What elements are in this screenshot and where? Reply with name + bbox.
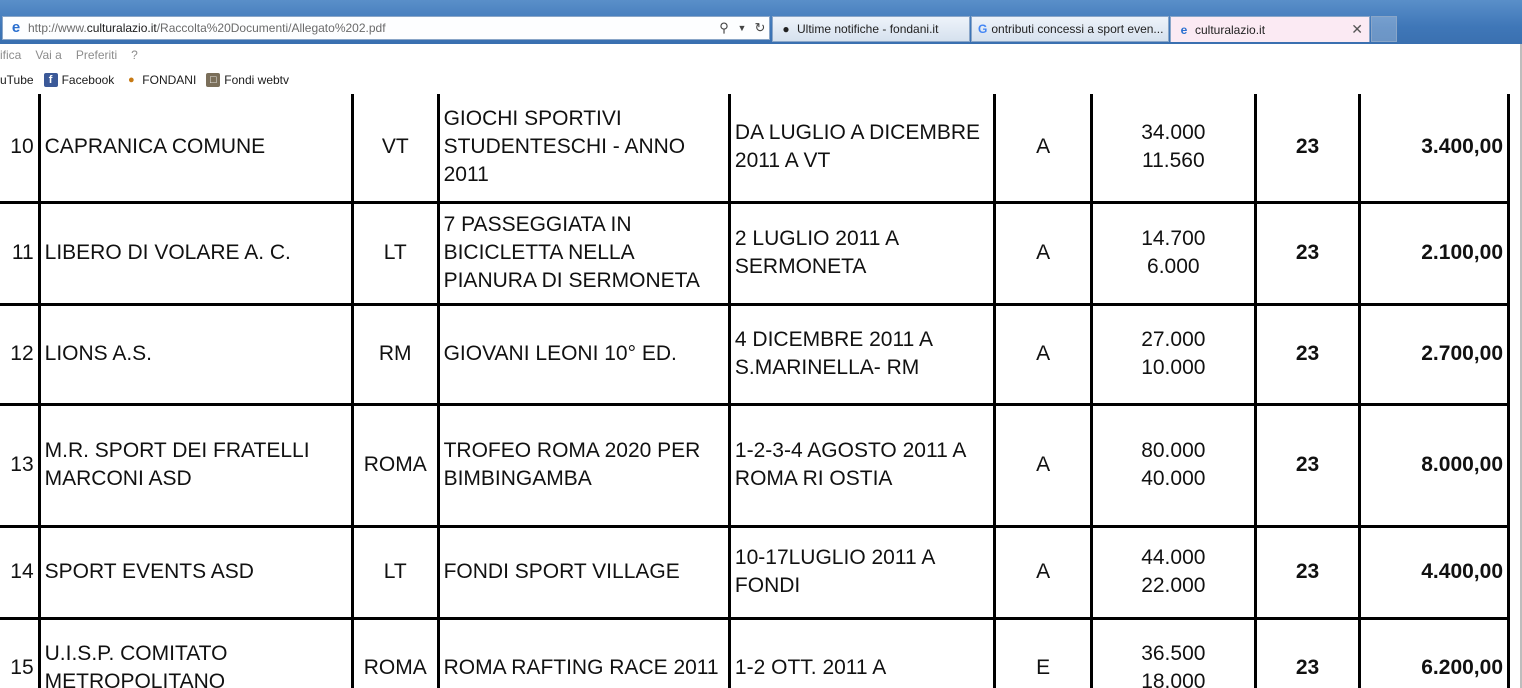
row-number: 10 [0, 94, 39, 202]
type-cell: A [995, 304, 1091, 404]
score-cell: 23 [1255, 618, 1359, 688]
tab-fondani[interactable]: ● Ultime notifiche - fondani.it [772, 16, 970, 42]
cost-total: 36.500 [1141, 642, 1206, 665]
amount-cell: 6.200,00 [1360, 618, 1509, 688]
fondani-icon: ● [782, 22, 790, 36]
beneficiary-cell: SPORT EVENTS ASD [39, 526, 352, 618]
cost-total: 14.700 [1141, 227, 1206, 250]
province-cell: LT [352, 526, 438, 618]
province-cell: LT [352, 202, 438, 304]
amount-cell: 4.400,00 [1360, 526, 1509, 618]
row-number: 11 [0, 202, 39, 304]
menu-item-edit[interactable]: ifica [0, 48, 22, 62]
address-bar[interactable] [2, 16, 770, 40]
costs-cell [1091, 618, 1255, 688]
period-cell: DA LUGLIO A DICEMBRE 2011 A VT [729, 94, 995, 202]
costs-cell [1091, 94, 1255, 202]
type-cell: E [995, 618, 1091, 688]
table-row [0, 94, 1509, 202]
type-cell: A [995, 202, 1091, 304]
cost-total: 27.000 [1141, 328, 1206, 351]
ie-icon: e [11, 19, 21, 36]
browser-tabstrip [0, 0, 1522, 44]
fondani-icon: ● [127, 74, 135, 86]
event-cell: 7 PASSEGGIATA IN BICICLETTA NELLA PIANURA DI SERMONETA [438, 202, 729, 304]
beneficiary-cell: U.I.S.P. COMITATO METROPOLITANO [39, 618, 352, 688]
google-icon: G [978, 22, 988, 36]
province-cell: VT [352, 94, 438, 202]
type-cell: A [995, 526, 1091, 618]
beneficiary-cell: LIONS A.S. [39, 304, 352, 404]
amount-cell: 8.000,00 [1360, 404, 1509, 526]
favorite-youtube[interactable]: uTube [0, 73, 34, 87]
score-cell: 23 [1255, 202, 1359, 304]
costs-cell [1091, 404, 1255, 526]
search-icon[interactable]: ⚲ [719, 20, 729, 35]
event-cell: FONDI SPORT VILLAGE [438, 526, 729, 618]
score-cell: 23 [1255, 304, 1359, 404]
cost-admitted: 11.560 [1141, 149, 1205, 173]
event-cell: GIOVANI LEONI 10° ED. [438, 304, 729, 404]
costs-cell [1091, 304, 1255, 404]
row-number: 15 [0, 618, 39, 688]
ie-icon: e [1180, 22, 1188, 37]
type-cell: A [995, 404, 1091, 526]
beneficiary-cell: M.R. SPORT DEI FRATELLI MARCONI ASD [39, 404, 352, 526]
province-cell: ROMA [352, 618, 438, 688]
type-cell: A [995, 94, 1091, 202]
amount-cell: 2.100,00 [1360, 202, 1509, 304]
table-row [0, 202, 1509, 304]
cost-admitted: 18.000 [1141, 670, 1206, 688]
tab-google[interactable]: G ontributi concessi a sport even... [971, 16, 1169, 42]
refresh-icon[interactable]: ↻ [754, 20, 766, 35]
close-tab-icon[interactable]: ✕ [1351, 21, 1363, 37]
cost-total: 34.000 [1141, 121, 1206, 145]
row-number: 13 [0, 404, 39, 526]
row-number: 12 [0, 304, 39, 404]
cost-admitted: 40.000 [1141, 467, 1206, 490]
amount-cell: 3.400,00 [1360, 94, 1509, 202]
menu-item-goto[interactable]: Vai a [35, 48, 62, 62]
webtv-icon: □ [206, 73, 220, 87]
period-cell: 10-17LUGLIO 2011 A FONDI [729, 526, 995, 618]
period-cell: 1-2 OTT. 2011 A [729, 618, 995, 688]
cost-total: 44.000 [1141, 546, 1206, 569]
event-cell: ROMA RAFTING RACE 2011 [438, 618, 729, 688]
tab-culturalazio[interactable]: e culturalazio.it ✕ [1170, 16, 1370, 42]
pdf-document-view[interactable] [0, 94, 1522, 688]
table-row [0, 526, 1509, 618]
beneficiary-cell: LIBERO DI VOLARE A. C. [39, 202, 352, 304]
score-cell: 23 [1255, 526, 1359, 618]
new-tab-button[interactable] [1371, 16, 1397, 42]
period-cell: 1-2-3-4 AGOSTO 2011 A ROMA RI OSTIA [729, 404, 995, 526]
address-url[interactable]: http://www.culturalazio.it/Raccolta%20Documenti/Allegato%202.pdf [28, 21, 386, 35]
table-row [0, 304, 1509, 404]
score-cell: 23 [1255, 94, 1359, 202]
grants-table [0, 94, 1510, 688]
event-cell: GIOCHI SPORTIVI STUDENTESCHI - ANNO 2011 [438, 94, 729, 202]
beneficiary-cell: CAPRANICA COMUNE [39, 94, 352, 202]
cost-admitted: 6.000 [1147, 255, 1200, 278]
period-cell: 4 DICEMBRE 2011 A S.MARINELLA- RM [729, 304, 995, 404]
cost-admitted: 22.000 [1141, 574, 1206, 597]
province-cell: ROMA [352, 404, 438, 526]
costs-cell [1091, 526, 1255, 618]
dropdown-icon[interactable]: ▼ [737, 23, 747, 33]
cost-admitted: 10.000 [1141, 356, 1206, 379]
province-cell: RM [352, 304, 438, 404]
favorite-fondani[interactable]: ● FONDANI [124, 73, 196, 87]
table-row [0, 618, 1509, 688]
menu-bar [0, 44, 1522, 66]
cost-total: 80.000 [1141, 439, 1206, 462]
favorites-bar [0, 66, 1522, 94]
favorite-fondi-webtv[interactable]: □ Fondi webtv [206, 73, 289, 87]
favorite-facebook[interactable]: f Facebook [44, 73, 115, 87]
amount-cell: 2.700,00 [1360, 304, 1509, 404]
period-cell: 2 LUGLIO 2011 A SERMONETA [729, 202, 995, 304]
row-number: 14 [0, 526, 39, 618]
table-row [0, 404, 1509, 526]
event-cell: TROFEO ROMA 2020 PER BIMBINGAMBA [438, 404, 729, 526]
menu-item-help[interactable]: ? [131, 48, 138, 62]
facebook-icon: f [44, 73, 58, 87]
costs-cell [1091, 202, 1255, 304]
menu-item-favorites[interactable]: Preferiti [75, 48, 118, 62]
score-cell: 23 [1255, 404, 1359, 526]
